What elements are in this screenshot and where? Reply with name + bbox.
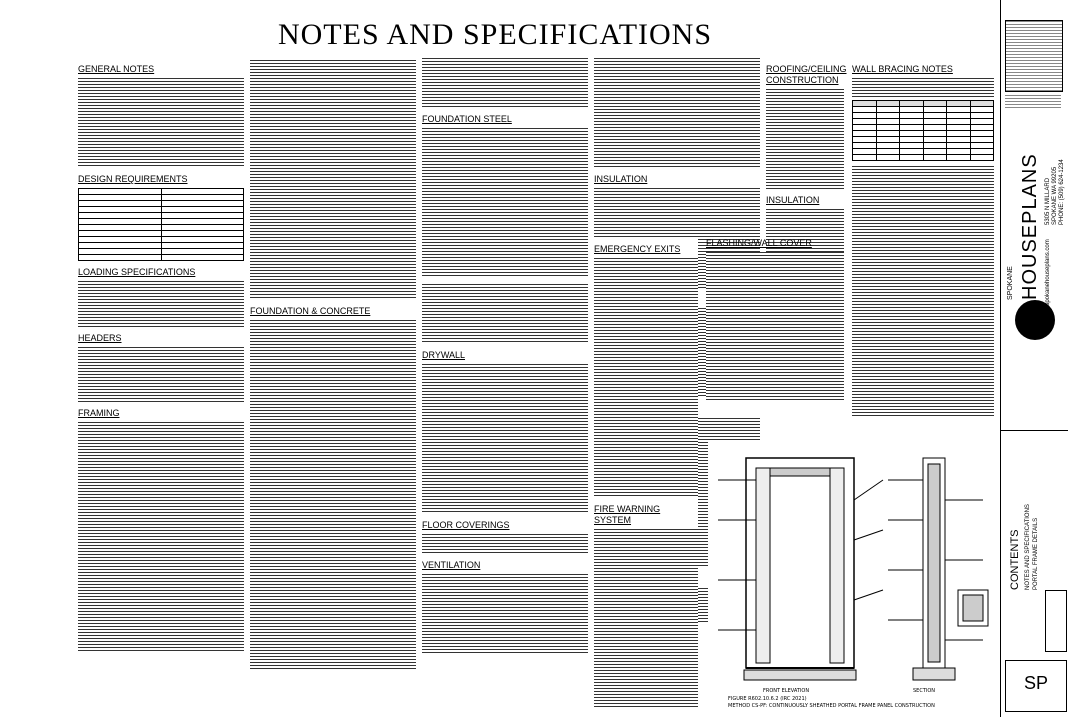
text-block — [766, 89, 844, 189]
company-name: HOUSEPLANS — [1019, 153, 1041, 300]
column-1 — [78, 58, 244, 652]
phone: PHONE: (509) 624-1234 — [1059, 159, 1065, 225]
text-block — [78, 78, 244, 168]
portal-frame-figure — [708, 440, 998, 710]
text-block — [422, 364, 588, 514]
heading-roofing: ROOFING/CEILING CONSTRUCTION — [766, 64, 847, 85]
column-6 — [852, 58, 994, 416]
website: www.spokanehouseplans.com — [1045, 239, 1051, 320]
text-block — [706, 252, 844, 312]
caption-figure-ref: FIGURE R602.10.6.2 (IRC 2021) — [728, 696, 807, 702]
column-emergency — [594, 238, 698, 709]
heading-design-requirements: DESIGN REQUIREMENTS — [78, 174, 188, 184]
text-block — [250, 320, 416, 670]
address-line-1: 5305 N MILLARD — [1045, 177, 1051, 225]
heading-headers: HEADERS — [78, 333, 122, 343]
revision-box — [1045, 590, 1067, 652]
design-table — [78, 188, 244, 261]
company-prefix: SPOKANE — [1007, 266, 1014, 300]
title-block — [1000, 0, 1068, 717]
column-2 — [250, 60, 416, 670]
heading-fire-warning: FIRE WARNING SYSTEM — [594, 504, 661, 525]
text-block — [594, 258, 698, 498]
sheet-title: CONTENTS — [1009, 529, 1021, 590]
text-block — [78, 281, 244, 327]
text-block — [706, 312, 844, 402]
stamp-box — [1005, 20, 1063, 92]
heading-general-notes: GENERAL NOTES — [78, 64, 155, 74]
heading-foundation-concrete: FOUNDATION & CONCRETE — [250, 306, 371, 316]
note-box — [1005, 95, 1061, 110]
page-title: NOTES AND SPECIFICATIONS — [277, 18, 713, 51]
heading-emergency-exits: EMERGENCY EXITS — [594, 244, 681, 254]
sheet-subtitle-1: NOTES AND SPECIFICATIONS — [1025, 504, 1031, 590]
portal-frame-drawing — [708, 440, 998, 710]
heading-insulation-2: INSULATION — [766, 195, 820, 205]
caption-figure-desc: METHOD CS-PF: CONTINUOUSLY SHEATHED PORTAL FRAME PANEL CONSTRUCTION — [728, 703, 935, 709]
caption-section: SECTION — [913, 688, 936, 694]
caption-front-elevation: FRONT ELEVATION — [763, 688, 810, 694]
heading-wall-bracing: WALL BRACING NOTES — [852, 64, 953, 74]
text-block — [250, 60, 416, 300]
column-5 — [766, 58, 847, 259]
heading-flashing: FLASHING/WALL COVER — [706, 238, 812, 248]
address-line-2: SPOKANE WA 99205 — [1052, 166, 1058, 225]
text-block — [422, 128, 588, 278]
heading-drywall: DRYWALL — [422, 350, 466, 360]
sheet-number: SP — [1005, 660, 1067, 712]
text-block — [422, 534, 588, 554]
column-5b — [706, 232, 844, 312]
column-5d — [706, 312, 844, 402]
sheet-subtitle-2: PORTAL FRAME DETAILS — [1033, 517, 1039, 590]
text-block — [78, 347, 244, 402]
heading-ventilation: VENTILATION — [422, 560, 481, 570]
heading-floor-coverings: FLOOR COVERINGS — [422, 520, 510, 530]
heading-framing: FRAMING — [78, 408, 120, 418]
text-block — [422, 574, 588, 654]
text-block — [594, 529, 698, 709]
text-block — [422, 58, 588, 108]
text-block — [852, 166, 994, 416]
bracing-table — [852, 100, 994, 161]
heading-loading-specs: LOADING SPECIFICATIONS — [78, 267, 196, 277]
column-3 — [422, 58, 588, 654]
text-block — [852, 78, 994, 98]
text-block — [594, 58, 760, 168]
heading-insulation: INSULATION — [594, 174, 648, 184]
heading-foundation-steel: FOUNDATION STEEL — [422, 114, 512, 124]
text-block — [422, 284, 588, 344]
text-block — [78, 422, 244, 652]
